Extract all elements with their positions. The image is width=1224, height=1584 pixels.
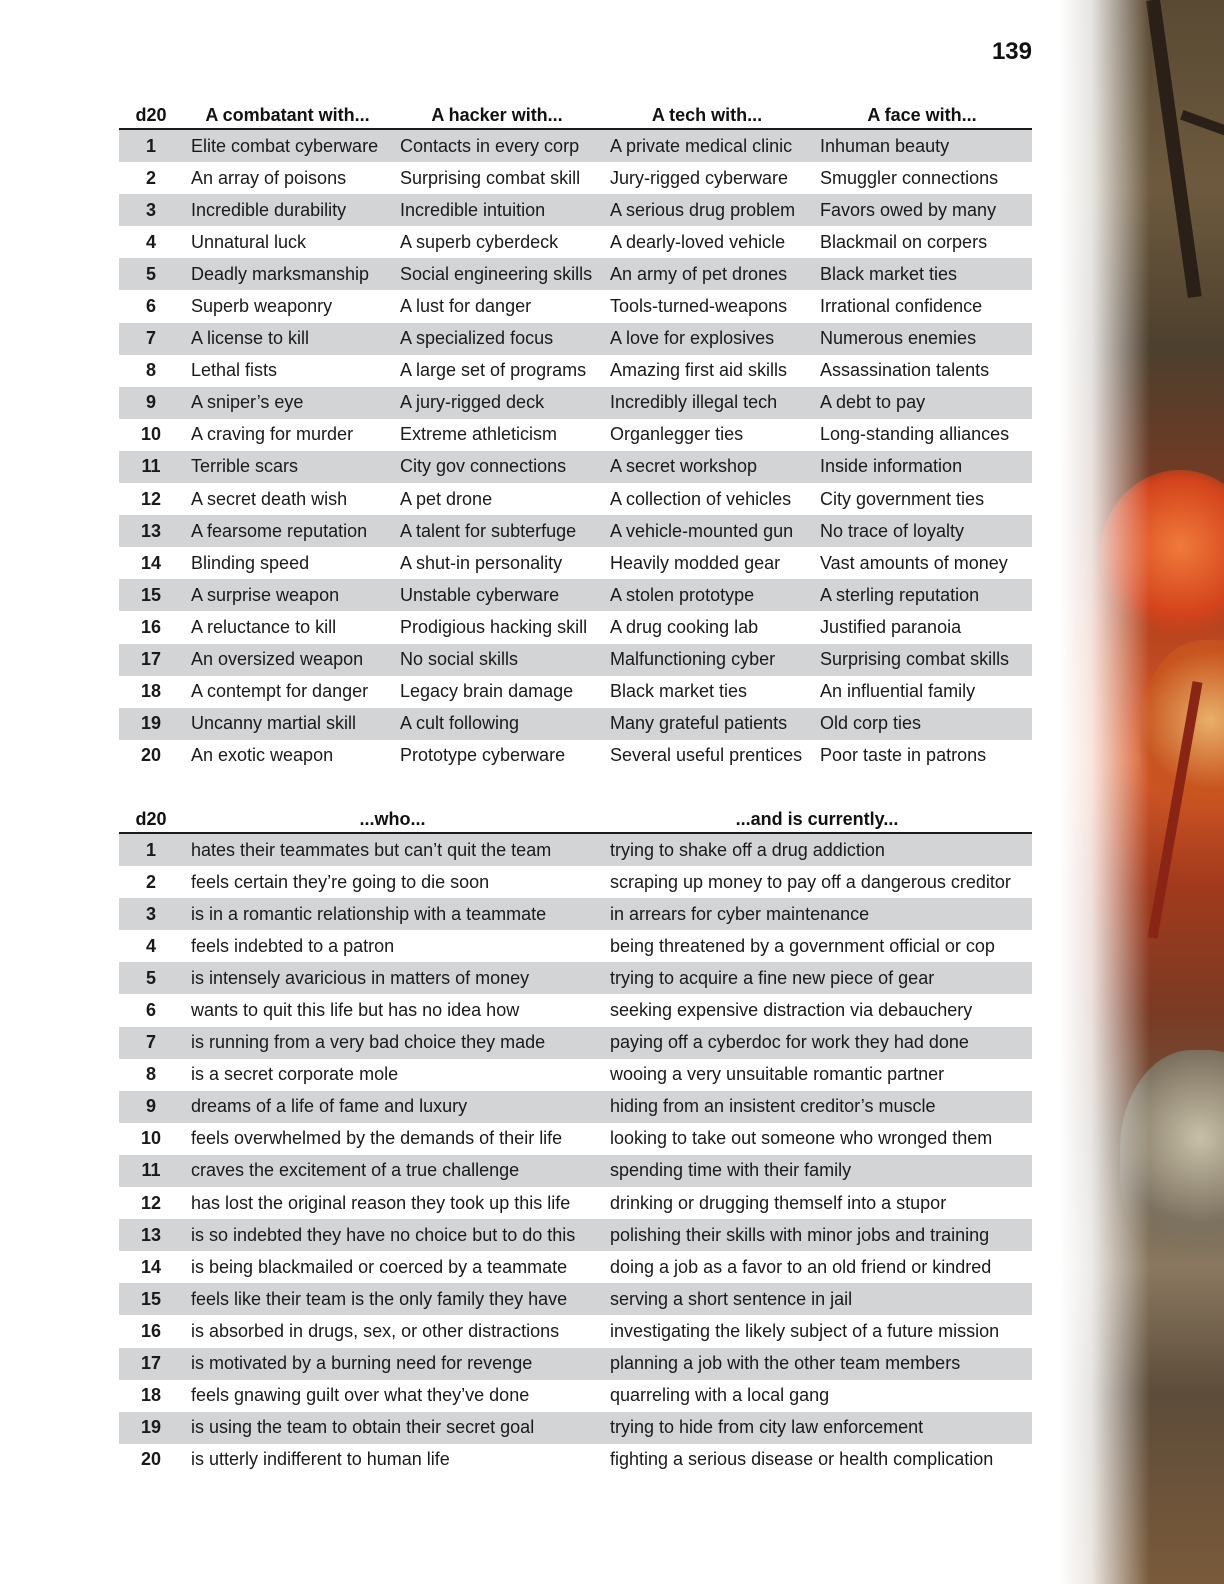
table-cell: serving a short sentence in jail: [602, 1283, 1032, 1315]
table-cell: Superb weaponry: [191, 296, 333, 317]
table-row: [119, 1219, 1032, 1251]
table-cell: Long-standing alliances: [820, 424, 1010, 445]
table-cell: spending time with their family: [602, 1155, 1032, 1187]
table-row: [119, 1315, 1032, 1347]
roll-number: 6: [145, 1000, 156, 1021]
column-header: A face with...: [812, 96, 1032, 129]
roll-number: 16: [140, 1320, 162, 1341]
roll-number: 15: [119, 579, 183, 611]
table-row: [119, 611, 1032, 643]
roll-number: 4: [145, 935, 156, 956]
table-cell: A collection of vehicles: [610, 488, 792, 509]
table-cell: Surprising combat skill: [400, 167, 581, 188]
table-row: [119, 994, 1032, 1026]
table-cell: Favors owed by many: [812, 194, 1032, 226]
table-cell: Poor taste in patrons: [820, 745, 987, 766]
table-cell: is so indebted they have no choice but to do this: [183, 1219, 602, 1251]
table-row: [119, 419, 1032, 451]
roll-number: 1: [119, 129, 183, 162]
table-cell: A cult following: [392, 708, 602, 740]
table-cell: feels gnawing guilt over what they’ve done: [191, 1385, 530, 1406]
table-cell: Vast amounts of money: [820, 552, 1008, 573]
table-cell: is intensely avaricious in matters of money: [183, 962, 602, 994]
table-cell: Tools-turned-weapons: [610, 296, 788, 317]
table-row: [119, 323, 1032, 355]
table-row: [119, 162, 1032, 194]
table-cell: Uncanny martial skill: [183, 708, 392, 740]
table-cell: Deadly marksmanship: [183, 258, 392, 290]
table-row: [119, 579, 1032, 611]
roll-number: 17: [119, 1348, 183, 1380]
table-cell: wants to quit this life but has no idea how: [191, 1000, 520, 1021]
table-cell: A serious drug problem: [602, 194, 812, 226]
table-cell: Surprising combat skills: [812, 644, 1032, 676]
table-row: [119, 740, 1032, 772]
table-cell: Old corp ties: [812, 708, 1032, 740]
table-cell: A talent for subterfuge: [392, 515, 602, 547]
table-row: [119, 1283, 1032, 1315]
table-cell: A dearly-loved vehicle: [610, 231, 786, 252]
table-cell: feels like their team is the only family they have: [183, 1283, 602, 1315]
table-cell: doing a job as a favor to an old friend or kindred: [610, 1256, 992, 1277]
column-header: ...and is currently...: [602, 800, 1032, 833]
table-cell: City gov connections: [392, 451, 602, 483]
column-header: A hacker with...: [392, 96, 602, 129]
column-header: A combatant with...: [183, 96, 392, 129]
table-cell: trying to shake off a drug addiction: [602, 833, 1032, 866]
table-cell: A craving for murder: [191, 424, 354, 445]
table-cell: scraping up money to pay off a dangerous creditor: [610, 871, 1011, 892]
roll-number: 18: [140, 681, 162, 702]
table-cell: A drug cooking lab: [610, 616, 759, 637]
roll-number: 19: [119, 708, 183, 740]
table-cell: An oversized weapon: [183, 644, 392, 676]
table-cell: Numerous enemies: [812, 323, 1032, 355]
table-cell: A lust for danger: [400, 296, 532, 317]
table-cell: An exotic weapon: [191, 745, 334, 766]
table-cell: Lethal fists: [191, 360, 278, 381]
table-cell: Assassination talents: [820, 360, 990, 381]
roll-number: 12: [140, 1192, 162, 1213]
table-cell: feels overwhelmed by the demands of their life: [191, 1128, 563, 1149]
table-cell: A specialized focus: [392, 323, 602, 355]
table-cell: Organlegger ties: [610, 424, 744, 445]
table-cell: A contempt for danger: [191, 681, 369, 702]
table-row: [119, 898, 1032, 930]
table-row: [119, 930, 1032, 962]
table-row: [119, 226, 1032, 258]
table-row: [119, 451, 1032, 483]
table-cell: is in a romantic relationship with a teammate: [183, 898, 602, 930]
table-row: [119, 483, 1032, 515]
roll-number: 10: [140, 424, 162, 445]
table-row: [119, 1412, 1032, 1444]
table-cell: A license to kill: [183, 323, 392, 355]
table-cell: paying off a cyberdoc for work they had done: [602, 1027, 1032, 1059]
table-cell: Several useful prentices: [610, 745, 803, 766]
table-row: [119, 515, 1032, 547]
roll-number: 6: [145, 296, 156, 317]
table-header-row: [119, 96, 1032, 129]
table-cell: feels indebted to a patron: [191, 935, 395, 956]
table-row: [119, 1251, 1032, 1283]
table-cell: A love for explosives: [602, 323, 812, 355]
table-cell: Extreme athleticism: [400, 424, 558, 445]
table-cell: An army of pet drones: [602, 258, 812, 290]
table-cell: Inhuman beauty: [812, 129, 1032, 162]
table-cell: hiding from an insistent creditor’s muscle: [602, 1091, 1032, 1123]
table-cell: is a secret corporate mole: [191, 1064, 399, 1085]
table-cell: Contacts in every corp: [392, 129, 602, 162]
table-cell: Unstable cyberware: [392, 579, 602, 611]
table-cell: No social skills: [392, 644, 602, 676]
table-cell: feels certain they’re going to die soon: [191, 871, 490, 892]
table-row: [119, 1444, 1032, 1476]
table-row: [119, 1123, 1032, 1155]
roll-number: 3: [119, 898, 183, 930]
table-cell: is being blackmailed or coerced by a teammate: [191, 1256, 568, 1277]
table-cell: Irrational confidence: [820, 296, 983, 317]
table-cell: A debt to pay: [812, 387, 1032, 419]
table-cell: A pet drone: [400, 488, 493, 509]
roll-number: 7: [119, 1027, 183, 1059]
table-row: [119, 1091, 1032, 1123]
table-cell: is absorbed in drugs, sex, or other distractions: [191, 1320, 560, 1341]
table-cell: hates their teammates but can’t quit the team: [183, 833, 602, 866]
roll-number: 14: [140, 552, 162, 573]
table-cell: Blackmail on corpers: [820, 231, 988, 252]
table-cell: Incredible durability: [183, 194, 392, 226]
table-cell: being threatened by a government official or cop: [610, 935, 995, 956]
table-cell: Black market ties: [812, 258, 1032, 290]
roll-number: 5: [119, 962, 183, 994]
table-cell: A surprise weapon: [183, 579, 392, 611]
roll-number: 12: [140, 488, 162, 509]
table-cell: Inside information: [812, 451, 1032, 483]
table-row: [119, 1027, 1032, 1059]
table-cell: Incredibly illegal tech: [602, 387, 812, 419]
table-cell: trying to hide from city law enforcement: [602, 1412, 1032, 1444]
table-cell: Heavily modded gear: [610, 552, 781, 573]
table-row: [119, 355, 1032, 387]
roll-number: 19: [119, 1412, 183, 1444]
table-cell: is motivated by a burning need for revenge: [183, 1348, 602, 1380]
table-cell: A jury-rigged deck: [392, 387, 602, 419]
table-row: [119, 547, 1032, 579]
table-cell: Black market ties: [610, 681, 748, 702]
roll-number: 14: [140, 1256, 162, 1277]
table-cell: Jury-rigged cyberware: [610, 167, 789, 188]
table-cell: dreams of a life of fame and luxury: [183, 1091, 602, 1123]
table-cell: A large set of programs: [400, 360, 587, 381]
table-cell: is utterly indifferent to human life: [191, 1449, 450, 1470]
page-number: 139: [991, 38, 1032, 65]
roll-number: 2: [145, 167, 156, 188]
table-cell: A fearsome reputation: [183, 515, 392, 547]
table-row: [119, 644, 1032, 676]
table-cell: is running from a very bad choice they made: [183, 1027, 602, 1059]
roll-number: 15: [119, 1283, 183, 1315]
table-cell: quarreling with a local gang: [610, 1385, 830, 1406]
table-cell: Many grateful patients: [602, 708, 812, 740]
table-cell: A secret workshop: [602, 451, 812, 483]
table-row: [119, 676, 1032, 708]
roll-number: 11: [119, 1155, 183, 1187]
column-header: ...who...: [183, 800, 602, 833]
table-cell: A private medical clinic: [602, 129, 812, 162]
table-row: [119, 1380, 1032, 1412]
table-cell: A shut-in personality: [400, 552, 563, 573]
table-cell: wooing a very unsuitable romantic partner: [610, 1064, 945, 1085]
table-cell: No trace of loyalty: [812, 515, 1032, 547]
column-header: A tech with...: [602, 96, 812, 129]
roll-number: 17: [119, 644, 183, 676]
table-cell: A vehicle-mounted gun: [602, 515, 812, 547]
table-cell: has lost the original reason they took up this life: [191, 1192, 571, 1213]
table-cell: Prototype cyberware: [400, 745, 566, 766]
table-cell: fighting a serious disease or health complication: [610, 1449, 994, 1470]
table-row: [119, 1348, 1032, 1380]
roll-number: 20: [140, 1449, 162, 1470]
table-row: [119, 866, 1032, 898]
table-cell: drinking or drugging themself into a stupor: [610, 1192, 947, 1213]
table-cell: City government ties: [820, 488, 985, 509]
table-cell: A reluctance to kill: [191, 616, 337, 637]
table-cell: seeking expensive distraction via debauchery: [610, 1000, 973, 1021]
table-cell: An influential family: [820, 681, 976, 702]
table-cell: planning a job with the other team members: [602, 1348, 1032, 1380]
roll-number: 13: [119, 1219, 183, 1251]
table-row: [119, 1059, 1032, 1091]
table-cell: Malfunctioning cyber: [602, 644, 812, 676]
table-cell: trying to acquire a fine new piece of gear: [602, 962, 1032, 994]
roll-number: 13: [119, 515, 183, 547]
table-cell: Justified paranoia: [820, 616, 962, 637]
table-row: [119, 1155, 1032, 1187]
table-header-row: [119, 800, 1032, 833]
roll-number: 5: [119, 258, 183, 290]
table-row: [119, 194, 1032, 226]
roll-number: 4: [145, 231, 156, 252]
table-cell: in arrears for cyber maintenance: [602, 898, 1032, 930]
roll-number: 9: [119, 1091, 183, 1123]
table-cell: Elite combat cyberware: [183, 129, 392, 162]
table-row: [119, 129, 1032, 162]
table-row: [119, 290, 1032, 322]
motivation-status-table: [119, 800, 1032, 1476]
roll-number: 2: [145, 871, 156, 892]
character-role-table: [119, 96, 1032, 772]
table-cell: Blinding speed: [191, 552, 310, 573]
table-cell: Terrible scars: [183, 451, 392, 483]
table-cell: A secret death wish: [191, 488, 348, 509]
table-row: [119, 708, 1032, 740]
table-row: [119, 833, 1032, 866]
table-cell: Smuggler connections: [820, 167, 999, 188]
table-row: [119, 1187, 1032, 1219]
table-cell: An array of poisons: [191, 167, 347, 188]
table-cell: Amazing first aid skills: [610, 360, 788, 381]
table-row: [119, 258, 1032, 290]
roll-number: 8: [145, 1064, 156, 1085]
table-row: [119, 387, 1032, 419]
roll-number: 10: [140, 1128, 162, 1149]
roll-number: 3: [119, 194, 183, 226]
roll-number: 9: [119, 387, 183, 419]
table-cell: Social engineering skills: [392, 258, 602, 290]
table-cell: Unnatural luck: [191, 231, 307, 252]
die-column-header: d20: [119, 800, 183, 833]
table-cell: Incredible intuition: [392, 194, 602, 226]
roll-number: 1: [119, 833, 183, 866]
table-cell: craves the excitement of a true challenge: [183, 1155, 602, 1187]
roll-number: 20: [140, 745, 162, 766]
table-cell: is using the team to obtain their secret goal: [183, 1412, 602, 1444]
table-cell: Legacy brain damage: [400, 681, 574, 702]
table-cell: polishing their skills with minor jobs and training: [602, 1219, 1032, 1251]
roll-number: 11: [119, 451, 183, 483]
table-cell: A superb cyberdeck: [400, 231, 559, 252]
table-cell: A sniper’s eye: [183, 387, 392, 419]
table-cell: Prodigious hacking skill: [400, 616, 588, 637]
table-row: [119, 962, 1032, 994]
die-column-header: d20: [119, 96, 183, 129]
side-artwork: [1060, 0, 1224, 1584]
roll-number: 7: [119, 323, 183, 355]
roll-number: 18: [140, 1385, 162, 1406]
table-cell: investigating the likely subject of a future mission: [610, 1320, 1000, 1341]
roll-number: 16: [140, 616, 162, 637]
roll-number: 8: [145, 360, 156, 381]
table-cell: looking to take out someone who wronged them: [610, 1128, 993, 1149]
table-cell: A sterling reputation: [812, 579, 1032, 611]
table-cell: A stolen prototype: [602, 579, 812, 611]
